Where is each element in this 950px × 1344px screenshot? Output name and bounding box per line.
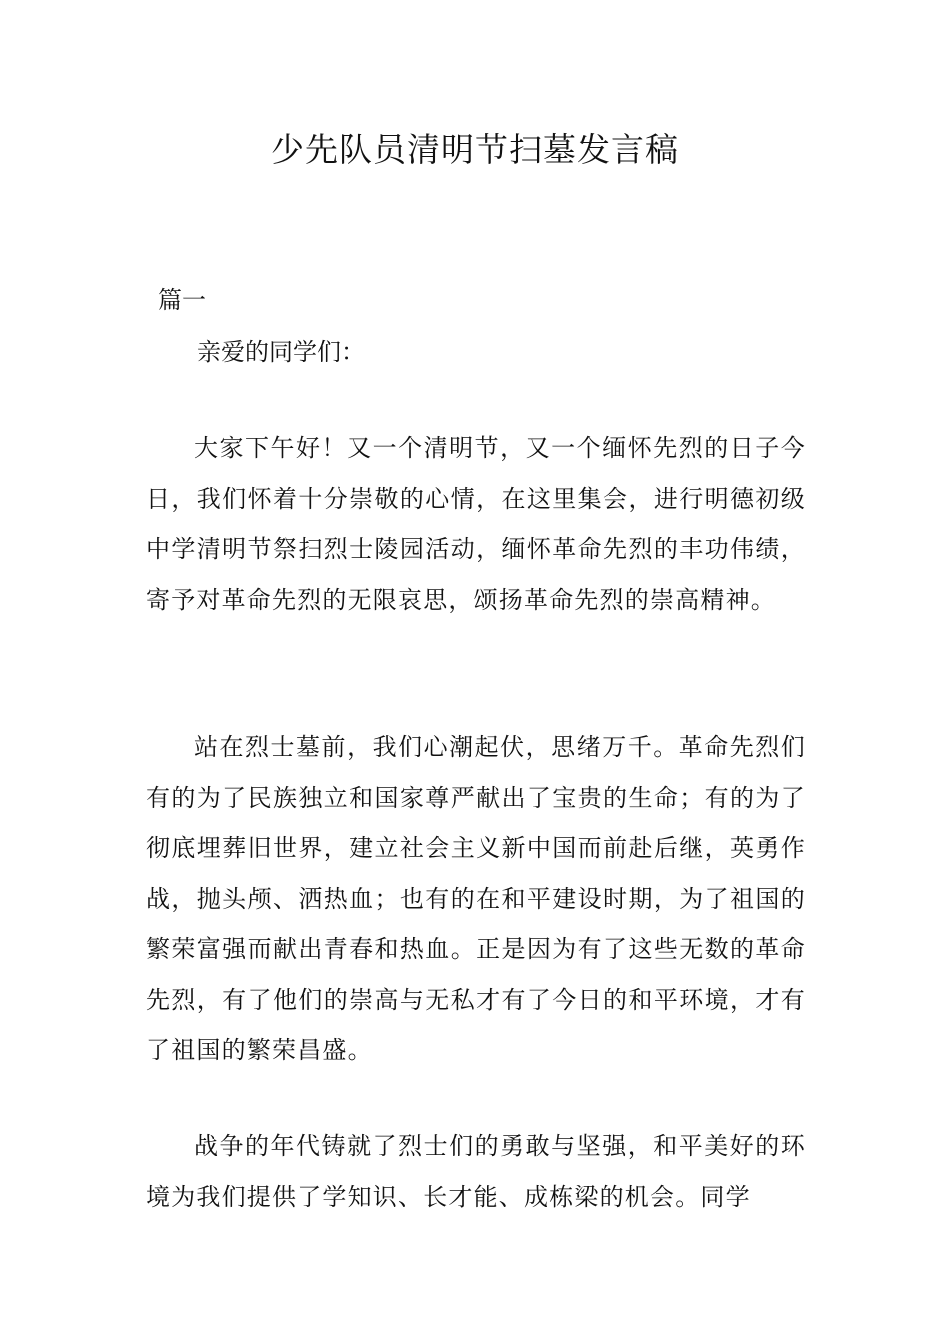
document-title: 少先队员清明节扫墓发言稿 <box>271 130 679 169</box>
body-paragraph: 站在烈士墓前，我们心潮起伏，思绪万千。革命先烈们有的为了民族独立和国家尊严献出了宝贵的生命；有的为了彻底埋葬旧世界，建立社会主义新中国而前赴后继，英勇作战，抛头颅、洒热血；也有的在和平建设时期，为了祖国的繁荣富强而献出青春和热血。正是因为有了这些无数的革命先烈，有了他们的崇高与无私才有了今日的和平环境，才有了祖国的繁荣昌盛。 <box>146 733 806 1064</box>
section-label: 篇一 <box>158 286 206 314</box>
body-paragraph: 战争的年代铸就了烈士们的勇敢与坚强，和平美好的环境为我们提供了学知识、长才能、成栋梁的机会。同学 <box>146 1132 806 1211</box>
body-paragraph: 大家下午好！又一个清明节，又一个缅怀先烈的日子今日，我们怀着十分崇敬的心情，在这里集会，进行明德初级中学清明节祭扫烈士陵园活动，缅怀革命先烈的丰功伟绩，寄予对革命先烈的无限哀思，颂扬革命先烈的崇高精神。 <box>146 434 806 614</box>
salutation: 亲爱的同学们： <box>197 338 365 366</box>
